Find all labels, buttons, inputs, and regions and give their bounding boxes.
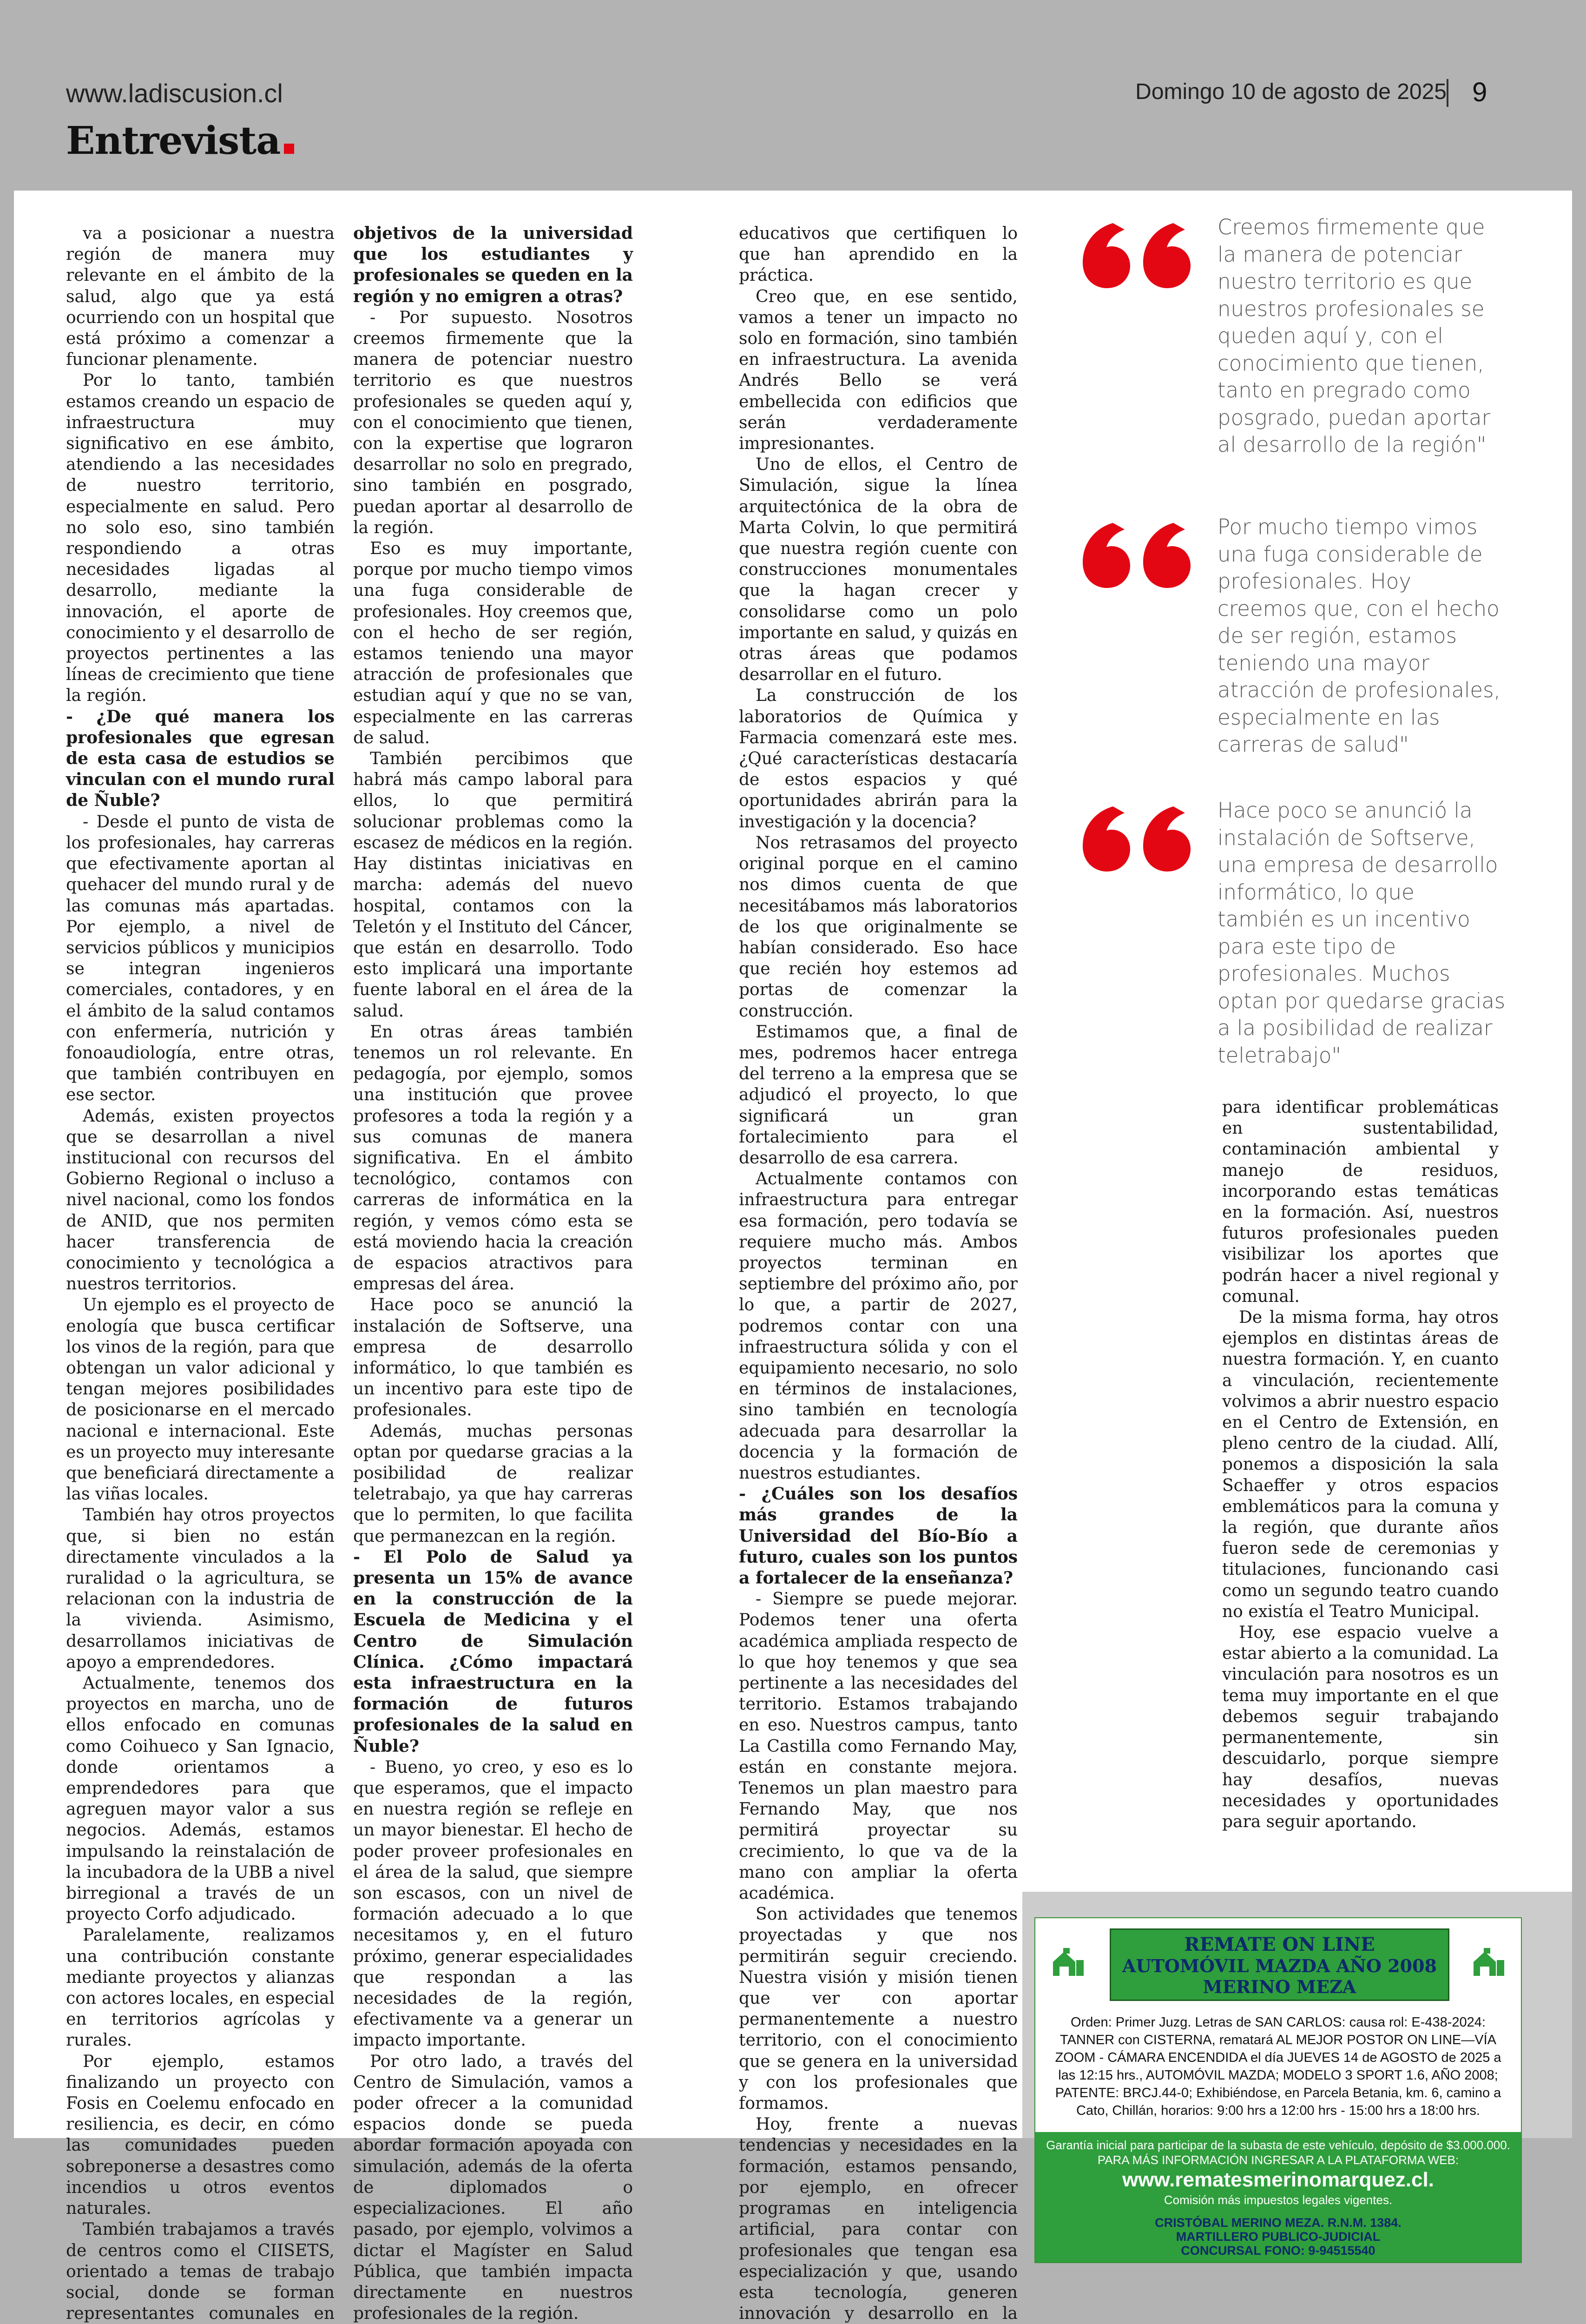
ad-details: Orden: Primer Juzg. Letras de SAN CARLOS: causa rol: E-438-2024: TANNER con CISTERNA, rematará AL MEJOR POSTOR ON LINE—VÍA ZOOM - CÁMARA ENCENDIDA el día JUEVES 14 de AGOSTO de 2025 a las 12:15 hrs., AUTOMÓVIL MAZDA; MODELO 3 SPORT 1.6, AÑO 2008; PATENTE: BRCJ.44-0; Exhibiéndose, en Parcela Betania, km. 6, camino a Cato, Chillán, horarios: 9:00 hrs a 12:00 hrs - 15:00 hrs a 18:00 hrs. [1055,2015,1501,2118]
article-paragraph: En otras áreas también tenemos un rol relevante. En pedagogía, por ejemplo, somos una institución que provee profesores a toda la región y a sus comunas de manera significativa. En el ámbito tecnológico, contamos con carreras de informática en la región, y vemos cómo esta se está moviendo hacia la creación de espacios atractivos para empresas del área. [353,1022,633,1294]
ad-title-block [1110,1928,1449,2001]
article-paragraph: para identificar problemáticas en sustentabilidad, contaminación ambiental y manejo de residuos, incorporando estas temáticas en la formación. Así, nuestros futuros profesionales pueden visibilizar los aportes que podrán hacer a nivel regional y comunal. [1222,1098,1499,1306]
site-url[interactable]: www.ladiscusion.cl [66,79,283,108]
article-paragraph: Por lo tanto, también estamos creando un espacio de infraestructura muy significativo en ese ámbito, atendiendo a las necesidades de nuestro territorio, especialmente en salud. Pero no solo eso, sino también respondiendo a otras necesidades ligadas al desarrollo, mediante la innovación, el aporte de conocimiento y el desarrollo de proyectos pertinentes a las líneas de crecimiento que tiene la región. [66,371,335,706]
quote-mark-icon [1078,797,1204,876]
ad-title: REMATE ON LINE [1184,1934,1375,1955]
article-column-4 [1222,1097,1499,1887]
ad-footer [1035,2132,1521,2262]
auction-advertisement [1022,1892,1572,2258]
ad-info: PARA MÁS INFORMACIÓN INGRESAR A LA PLATAFORMA WEB: [1097,2153,1459,2167]
article-paragraph: Uno de ellos, el Centro de Simulación, sigue la línea arquitectónica de la obra de Marta Colvin, lo que permitirá que nuestra región cuente con construcciones monumentales que la hagan crecer y consolidarse como un polo importante en salud, y quizás en otras áreas que podamos desarrollar en el futuro. [739,455,1018,685]
header-divider [1447,79,1448,107]
interview-question: - ¿De qué manera los profesionales que egresan de esta casa de estudios se vinculan con el mundo rural de Ñuble? [66,706,335,811]
ad-header [1035,1918,1521,2004]
article-paragraph: Por ejemplo, estamos finalizando un proyecto con Fosis en Coelemu enfocado en resiliencia, es decir, en cómo las comunidades pueden sobreponerse a desastres como incendios u otros eventos naturales. [66,2052,335,2218]
pull-quote-text: Creemos firmemente que la manera de potenciar nuestro territorio es que nuestros profesionales se queden aquí y, con el conocimiento que tienen, tanto en pregrado como posgrado, puedan aportar al desarrollo de la región" [1217,215,1490,457]
article-paragraph: Hace poco se anunció la instalación de Softserve, una empresa de desarrollo informático, lo que también es un incentivo para este tipo de profesionales. [353,1295,633,1420]
article-page [14,191,1572,2324]
quote-mark-icon [1078,514,1204,593]
article-paragraph: Por otro lado, a través del Centro de Simulación, vamos a poder ofrecer a la comunidad espacios donde se pueda abordar formación apoyada con simulación, además de la oferta de diplomados o especializaciones. El año pasado, por ejemplo, volvimos a dictar el Magíster en Salud Pública, que también impacta directamente en nuestros profesionales de la región. [353,2052,633,2324]
article-column-3 [739,223,1018,2324]
quote-mark-icon [1078,214,1204,293]
ad-subtitle: AUTOMÓVIL MAZDA AÑO 2008 [1122,1955,1437,1976]
ad-guarantee: Garantía inicial para participar de la subasta de este vehículo, depósito de $3.000.000. [1046,2138,1510,2152]
interview-question: - El Polo de Salud ya presenta un 15% de avance en la construcción de la Escuela de Medicina y el Centro de Simulación Clínica. ¿Cómo impactará esta infraestructura en la formación de futuros profesionales de la salud en Ñuble? [353,1547,633,1756]
ad-auctioneer-name: MERINO MEZA [1203,1976,1356,1997]
gavel-house-icon [1470,1946,1507,1979]
article-paragraph: Actualmente contamos con infraestructura para entregar esa formación, pero todavía se requiere mucho más. Ambos proyectos terminan en septiembre del próximo año, por lo que, a partir de 2027, podremos contar con una infraestructura sólida y con el equipamiento necesario, no solo en términos de instalaciones, sino también en tecnología adecuada para desarrollar la docencia y la formación de nuestros estudiantes. [739,1169,1018,1483]
article-paragraph: - Siempre se puede mejorar. Podemos tener una oferta académica ampliada respecto de lo que hoy tenemos y que sea pertinente a las necesidades del territorio. Estamos trabajando en eso. Nuestros campus, tanto La Castilla como Fernando May, están en constante mejora. Tenemos un plan maestro para Fernando May, que nos permitirá proyectar su crecimiento, lo que va de la mano con ampliar la oferta académica. [739,1590,1018,1903]
ad-signature-2: MARTILLERO PUBLICO-JUDICIAL [1176,2230,1381,2244]
ad-signature-3: CONCURSAL FONO: 9-94515540 [1181,2244,1375,2258]
article-column-2 [353,223,633,2324]
pull-quote-text: Por mucho tiempo vimos una fuga considerable de profesionales. Hoy creemos que, con el hecho de ser región, estamos teniendo una mayor atracción de profesionales, especialmente en las carreras de salud" [1217,515,1500,757]
article-paragraph: Actualmente, tenemos dos proyectos en marcha, uno de ellos enfocado en comunas como Coihueco y San Ignacio, donde orientamos a emprendedores para que agreguen mayor valor a sus negocios. Además, estamos impulsando la reinstalación de la incubadora de la UBB a nivel birregional a través de un proyecto Corfo adjudicado. [66,1674,335,1924]
article-paragraph: Hoy, frente a nuevas tendencias y necesidades en la formación, estamos pensando, por ejemplo, en ofrecer programas en inteligencia artificial, para contar con profesionales que tengan esa especialización y que, usando esta tecnología, generen innovación y desarrollo en la [739,2115,1018,2324]
interview-question: - ¿Cuáles son los desafíos más grandes de la Universidad del Bío-Bío a futuro, cuales son los puntos a fortalecer de la enseñanza? [739,1484,1018,1588]
article-paragraph: Además, existen proyectos que se desarrollan a nivel institucional con recursos del Gobierno Regional o incluso a nivel nacional, como los fondos de ANID, que nos permiten hacer transferencia de conocimiento y tecnológica a nuestros territorios. [66,1106,335,1294]
interview-question: objetivos de la universidad que los estudiantes y profesionales se queden en la región y no emigren a otras? [353,224,633,306]
article-paragraph: También hay otros proyectos que, si bien no están directamente vinculados a la ruralidad o la agricultura, se relacionan con la industria de la vivienda. Asimismo, desarrollamos iniciativas de apoyo a emprendedores. [66,1505,335,1672]
ad-signature-1: CRISTÓBAL MERINO MEZA. R.N.M. 1384. [1155,2216,1402,2230]
article-paragraph: Además, muchas personas optan por quedarse gracias a la posibilidad de realizar teletrabajo, ya que hay carreras que lo permiten, lo que facilita que permanezcan en la región. [353,1421,633,1546]
article-paragraph: Creo que, en ese sentido, vamos a tener un impacto no solo en formación, sino también en infraestructura. La avenida Andrés Bello se verá embellecida con edificios que serán verdaderamente impresionantes. [739,287,1018,454]
article-paragraph: - Por supuesto. Nosotros creemos firmemente que la manera de potenciar nuestro territorio es que nuestros profesionales se queden aquí y, con el conocimiento que tienen, con la expertise que lograron desarrollar no solo en pregrado, sino también en posgrado, puedan aportar al desarrollo de la región. [353,308,633,537]
article-paragraph: Paralelamente, realizamos una contribución constante mediante proyectos y alianzas con actores locales, en especial en territorios agrícolas y rurales. [66,1926,335,2050]
article-column-1 [66,223,335,2324]
ad-frame [1034,1917,1522,2263]
article-paragraph: Eso es muy importante, porque por mucho tiempo vimos una fuga considerable de profesionales. Hoy creemos que, con el hecho de ser región, estamos teniendo una mayor atracción de profesionales que estudian aquí y que no se van, especialmente en las carreras de salud. [353,539,633,747]
pull-quote-text: Hace poco se anunció la instalación de Softserve, una empresa de desarrollo informático, lo que también es un incentivo para este tipo de profesionales. Muchos optan por quedarse gracias a la posibilidad de realizar teletrabajo" [1217,798,1506,1068]
issue-date: Domingo 10 de agosto de 2025 [1135,79,1447,104]
page-header [0,0,1586,191]
gavel-house-icon [1049,1946,1086,1979]
section-dot-icon [284,144,294,154]
page-number: 9 [1472,77,1487,107]
ad-website-link[interactable]: www.rematesmerinomarquez.cl. [1122,2168,1434,2191]
article-paragraph: Hoy, ese espacio vuelve a estar abierto a la comunidad. La vinculación para nosotros es un tema muy importante en el que debemos seguir trabajando permanentemente, sin descuidarlo, porque siempre hay desafíos, nuevas necesidades y oportunidades para seguir aportando. [1222,1623,1499,1831]
article-paragraph: educativos que certifiquen lo que han aprendido en la práctica. [739,224,1018,285]
article-paragraph: Son actividades que tenemos proyectadas y que nos permitirán seguir creciendo. Nuestra visión y misión tienen que ver con aportar permanentemente a nuestro territorio, con el conocimiento que se genera en la universidad y con los profesionales que formamos. [739,1905,1018,2113]
section-name: Entrevista [66,119,281,163]
article-paragraph: - Desde el punto de vista de los profesionales, hay carreras que efectivamente aportan al quehacer del mundo rural y de las comunas más apartadas. Por ejemplo, a nivel de servicios públicos y municipios se integran ingenieros comerciales, contadores, y en el ámbito de la salud contamos con enfermería, nutrición y fonoaudiología, entre otras, que también contribuyen en ese sector. [66,812,335,1105]
article-paragraph: También trabajamos a través de centros como el CIISETS, orientado a temas de trabajo social, donde se forman representantes comunales en [66,2220,335,2324]
article-paragraph: - Bueno, yo creo, y eso es lo que esperamos, que el impacto en nuestra región se refleje en un mayor bienestar. El hecho de poder proveer profesionales en el área de la salud, que siempre son escasos, con un nivel de formación adecuado a lo que necesitamos y, en el futuro próximo, generar especialidades que respondan a las necesidades de la región, efectivamente va a generar un impacto importante. [353,1757,633,2050]
article-paragraph: También percibimos que habrá más campo laboral para ellos, lo que permitirá solucionar problemas como la escasez de médicos en la región. Hay distintas iniciativas en marcha: además del nuevo hospital, contamos con la Teletón y el Instituto del Cáncer, que están en desarrollo. Todo esto implicará una importante fuente laboral en el área de la salud. [353,749,633,1021]
article-paragraph: Un ejemplo es el proyecto de enología que busca certificar los vinos de la región, para que obtengan un valor adicional y tengan mejores posibilidades de posicionarse en el mercado nacional e internacional. Este es un proyecto muy interesante que beneficiará directamente a las viñas locales. [66,1295,335,1504]
section-title [66,119,294,163]
ad-taxes: Comisión más impuestos legales vigentes. [1164,2193,1393,2207]
article-paragraph: La construcción de los laboratorios de Química y Farmacia comenzará este mes. ¿Qué características destacaría de estos espacios y qué oportunidades abrirán para la investigación y la docencia? [739,686,1018,832]
article-paragraph: Estimamos que, a final de mes, podremos hacer entrega del terreno a la empresa que se adjudicó el proyecto, lo que significará un gran fortalecimiento para el desarrollo de esa carrera. [739,1022,1018,1168]
article-paragraph: De la misma forma, hay otros ejemplos en distintas áreas de nuestra formación. Y, en cuanto a vinculación, recientemente volvimos a abrir nuestro espacio en el Centro de Extensión, en pleno centro de la ciudad. Allí, ponemos a disposición la sala Schaeffer y otros espacios emblemáticos para la comuna y la región, que durante años fueron sede de ceremonias y titulaciones, funcionando casi como un segundo teatro cuando no existía el Teatro Municipal. [1222,1308,1499,1621]
article-paragraph: Nos retrasamos del proyecto original porque en el camino nos dimos cuenta de que necesitábamos más laboratorios de los que originalmente se habían considerado. Eso hace que recién hoy estemos ad portas de comenzar la construcción. [739,833,1018,1021]
article-paragraph: va a posicionar a nuestra región de manera muy relevante en el ámbito de la salud, algo que ya está ocurriendo con un hospital que está próximo a comenzar a funcionar plenamente. [66,224,335,370]
